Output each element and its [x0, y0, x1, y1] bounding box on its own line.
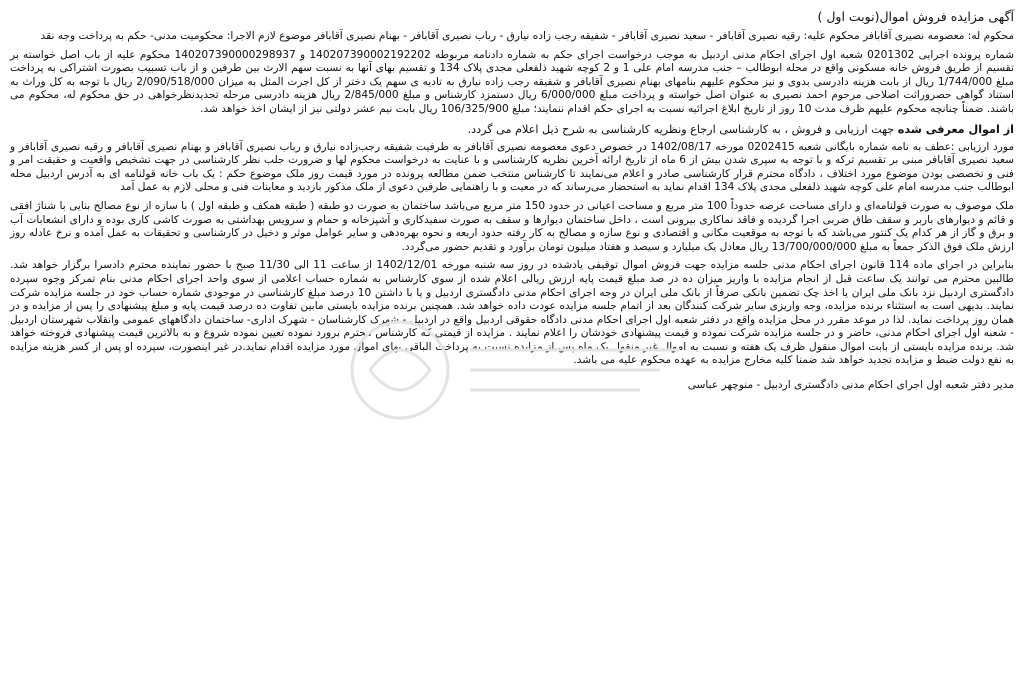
- property-paragraph: ملک موصوف به صورت قولنامه‌ای و دارای مساحت عرصه حدوداً 100 متر مربع و مساحت اعیانی در حدود 150 متر مربع می‌باشد ساختمان به صورت دو طبقه ( طبقه همکف و طبقه اول ) با سازه از نوع مصالح بنایی با شناژ افقی و قائم و دیوارهای باربر و سقف طاق ضربی اجرا گردیده و فاقد نماکاری بیرونی است ، داخل ساختمان دیوارها و سقف به صورت سفیدکاری و آشپزخانه و حمام و سرویس بهداشتی به صورت کاشی کاری بوده و دارای انشعابات آب و برق و گاز از هر کدام یک کنتور می‌باشد که با توجه به موقعیت مکانی و اقتصادی و نوع سازه و مصالح به کار رفته حدود اربعه و نحوه بهره‌دهی و سایر عوامل موثر و دخیل در کارشناسی و تحقیقات به عمل آمده و نرخ عادله روز ارزش ملک فوق الذکر جمعاً به مبلغ 13/700/000/000 ریال معادل یک میلیارد و سیصد و هفتاد میلیون تومان برآورد و تقدیم حضور می‌گردد.: [10, 199, 1014, 253]
- case-paragraph: شماره پرونده اجرایی 0201302 شعبه اول اجرای احکام مدنی اردبیل به موجب درخواست اجرای حکم به شماره دادنامه مربوطه 140207390002192202 و 140207390000298937 محکوم علیه از باب اصل خواسته بر تقسیم از طریق فروش خانه مسکونی واقع در محله ابوطالب – جنب مدرسه امام علی 1 و 2 کوچه شهید ذلفعلی مجدی پلاک 134 و تقسیم بهای آنها به نسبت سهم الارث بین طرفین و از باب تسبیب بصورت اشتراکی به پرداخت مبلغ 1/744/000 ریال از بابت هزینه دادرسی بدوی و نیز محکوم علیهم بنامهای بهنام نصیری آقابافر و شفیقه رجب زاده نیارق به تادیه ی سهم یک دختر از کل اجرت المثل به میزان 2/090/518/000 ریال با توجه به کل وراث به استناد گواهی حصروراثت اصلاحی مرحوم احمد نصیری به عنوان اصل خواسته و پرداخت مبلغ 6/000/000 ریال دستمزد کارشناس و مبلغ 2/845/000 ریال هزینه دادرسی مرحله تجدیدنظرخواهی در حق محکوم له، محکوم می باشند. ضمناً چنانچه محکوم علیهم ظرف مدت 10 روز از تاریخ ابلاغ اجرائیه نسبت به اجرای حکم اقدام ننمایند؛ مبلغ 106/325/900 ریال بابت نیم عشر دولتی نیز از ایشان اخذ خواهد شد.: [10, 48, 1015, 115]
- signature-line: مدیر دفتر شعبه اول اجرای احکام مدنی دادگستری اردبیل - منوچهر عباسی: [687, 379, 1014, 392]
- property-heading-rest: جهت ارزیابی و فروش ، به کارشناسی ارجاع ونظریه کارشناسی به شرح ذیل اعلام می گردد.: [467, 122, 895, 136]
- notice-title: آگهی مزایده فروش اموال(نوبت اول ): [817, 9, 1014, 24]
- property-heading: [10, 122, 1014, 137]
- property-heading-bold: از اموال معرفی شده: [897, 122, 1014, 136]
- parties-paragraph: محکوم له: معصومه نصیری آقابافر محکوم علیه: رقیه نصیری آقابافر - سعید نصیری آقابافر - شفیقه رجب زاده نیارق - رباب نصیری آقابافر - بهنام نصیری آقابافر موضوع لازم الاجرا: محکومیت مدنی- حکم به پرداخت وجه نقد: [40, 30, 1014, 42]
- appraisal-paragraph: مورد ارزیابی :عطف به نامه شماره بایگانی شعبه 0202415 مورخه 1402/08/17 در خصوص دعوی معصومه نصیری آقابافر به طرفیت شفیقه رجب‌زاده نیارق و رباب نصیری آقابافر و بهنام نصیری آقابافر و رقیه نصیری آقابافر و سعید نصیری آقابافر مبنی بر تقسیم ترکه و با توجه به سپری شدن بیش از 6 ماه از تاریخ ارائه آخرین نظریه کارشناسی و با عنایت به درخواست محکوم لها و ضرورت جلب نظر کارشناسی در جهت تشخیص واقعیت و حقیقت امر و فنی و تخصصی بودن موضوع مورد اختلاف ، دادگاه محترم قرار کارشناسی صادر و اعلام می‌نمایند تا کارشناس منتخب ضمن مطالعه پرونده در مورد قیمت روز ملک موضوع حکم : یک باب خانه قولنامه ای به آدرس اردبیل محله ابوطالب جنب مدرسه امام علی کوچه شهید ذلفعلی مجدی پلاک 134 اقدام نماید به استحضار می‌رساند که در معیت و با راهنمایی طرفین دعوی از ملک مذکور بازدید و معاینات فنی و محلی لازم به عمل آمد: [10, 140, 1015, 194]
- auction-paragraph: بنابراین در اجرای ماده 114 قانون اجرای احکام مدنی جلسه مزایده جهت فروش اموال توقیفی یادشده در روز سه شنبه مورخه 1402/12/01 از ساعت 11 الی 11/30 صبح با حضور نماینده محترم دادسرا برگزار خواهد شد. طالبین محترم می توانند یک ساعت قبل از انجام مزایده با واریز میزان ده در صد مبلغ قیمت پایه ارزش ریالی اعلام شده از سوی کارشناس به شماره حساب اعلامی از سوی واحد اجرای احکام مدنی بنام تمرکز وجوه سپرده دادگستری اردبیل نزد بانک ملی ایران یا اخذ چک تضمین بانکی صرفاً از بانک ملی ایران در وجه اجرای احکام مدنی دادگستری اردبیل و یا با داشتن 10 درصد مبلغ کارشناسی در موجودی شماره حساب خود در جلسه مزایده شرکت نمایند. بدیهی است به استثناء برنده مزایده، وجه واریزی سایر شرکت کنندگان بعد از اتمام جلسه مزایده عودت داده خواهد شد. همچنین برنده مزایده بایستی مابین تفاوت ده درصد قیمت پایه و مبلغ پیشنهادی را پس از مزایده و در همان روز پرداخت نماید. لذا در موعد مقرر در محل مزایده واقع در دفتر شعبه اول اجرای احکام مدنی دادگاه حقوقی اردبیل واقع در اردبیل - شهرک کارشناسان - شهرک اداری- ساختمان دادگاههای عمومی وانقلاب شهرستان اردبیل - شعبه اول اجرای احکام مدنی، حاضر و در جلسه مزایده شرکت نموده و قیمت پیشنهادی خودشان را اعلام نمایند . مزایده از قیمتی که کارشناس محترم برورد نموده تعیین نموده شروع و به بالاترین قیمت پیشنهادی فروخته خواهد شد. برنده مزایده بایستی از بابت اموال منقول ظرف یک هفته و نسبت به اموال غیر منقول یک ماه پس از مزایده نسبت به پرداخت الباقی بهای اموال مورد مزایده اقدام نماید.در غیر اینصورت، سپرده او پس از کسر هزینه مزایده به نفع دولت ضبط و مزایده تجدید خواهد شد ضمنا کلیه مخارج مزایده به عهده محکوم علیه می باشد.: [10, 259, 1015, 367]
